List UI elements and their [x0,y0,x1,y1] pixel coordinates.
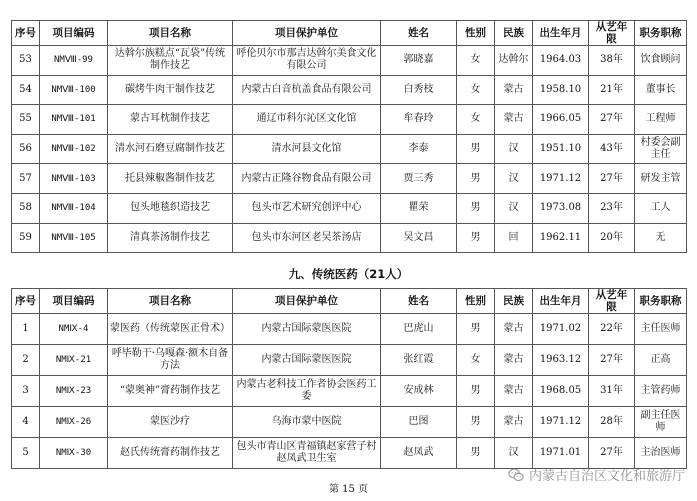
cell-years: 27年 [589,438,635,469]
watermark-text: 内蒙古自治区文化和旅游厅 [528,469,685,484]
cell-protection-unit: 内蒙古老科技工作者协会医药工委 [233,376,381,407]
header-name: 姓名 [381,21,457,46]
cell-title: 主管药师 [635,376,687,407]
header-index: 序号 [12,21,40,46]
header-gender: 性别 [457,21,495,46]
table-row [12,105,687,135]
cell-gender: 男 [457,407,495,438]
cell-protection-unit: 内蒙古国际蒙医医院 [233,345,381,376]
cell-protection-unit: 内蒙古正隆谷物食品有限公司 [233,164,381,194]
cell-name: 贾三秀 [381,164,457,194]
table-body-bottom [12,314,687,469]
cell-years: 31年 [589,376,635,407]
cell-name: 张红霞 [381,345,457,376]
cell-project-name: 蒙医沙疗 [108,407,233,438]
cell-ethnicity: 汉 [495,164,533,194]
cell-code: NMⅨ-4 [40,314,108,345]
cell-index: 58 [12,193,40,223]
table-row [12,376,687,407]
header-name: 姓名 [381,289,457,314]
cell-years: 27年 [589,105,635,135]
heritage-table-bottom [11,288,687,469]
header-birth: 出生年月 [533,21,589,46]
heritage-table-top [11,20,687,253]
cell-birth: 1968.05 [533,376,589,407]
cell-birth: 1951.10 [533,134,589,164]
cell-title: 工人 [635,193,687,223]
cell-project-name: 呼毕勒干·乌嘎森·额木自备方法 [108,345,233,376]
cell-code: NMⅧ-100 [40,75,108,105]
cell-code: NMⅧ-105 [40,223,108,253]
cell-years: 28年 [589,407,635,438]
cell-years: 23年 [589,193,635,223]
cell-project-name: 清水河石磨豆腐制作技艺 [108,134,233,164]
cell-project-name: 包头地毯织造技艺 [108,193,233,223]
cell-project-name: 蒙古耳枕制作技艺 [108,105,233,135]
table-row [12,75,687,105]
cell-code: NMⅧ-104 [40,193,108,223]
cell-name: 李泰 [381,134,457,164]
cell-project-name: 碳烤牛肉干制作技艺 [108,75,233,105]
cell-title: 无 [635,223,687,253]
cell-birth: 1971.02 [533,314,589,345]
cell-code: NMⅧ-101 [40,105,108,135]
cell-code: NMⅧ-103 [40,164,108,194]
table-row [12,407,687,438]
cell-index: 56 [12,134,40,164]
cell-index: 53 [12,46,40,76]
cell-title: 饮食顾问 [635,46,687,76]
cell-ethnicity: 蒙古 [495,345,533,376]
cell-ethnicity: 汉 [495,134,533,164]
cell-gender: 男 [457,164,495,194]
cell-index: 3 [12,376,40,407]
cell-birth: 1971.01 [533,438,589,469]
cell-code: NMⅧ-99 [40,46,108,76]
cell-years: 27年 [589,164,635,194]
cell-ethnicity: 蒙古 [495,75,533,105]
page-number: 第 15 页 [328,484,369,495]
cell-protection-unit: 内蒙古白音杭盖食品有限公司 [233,75,381,105]
cell-name: 白秀枝 [381,75,457,105]
cell-gender: 男 [457,314,495,345]
table-body-top [12,46,687,253]
cell-ethnicity: 蒙古 [495,376,533,407]
table-header-row [12,21,687,46]
header-protection-unit: 项目保护单位 [233,289,381,314]
cell-ethnicity: 汉 [495,193,533,223]
cell-code: NMⅨ-21 [40,345,108,376]
cell-gender: 男 [457,223,495,253]
cell-ethnicity: 蒙古 [495,407,533,438]
cell-title: 研发主管 [635,164,687,194]
cell-years: 21年 [589,75,635,105]
table-header-row [12,289,687,314]
cell-title: 主任医师 [635,314,687,345]
table-row [12,314,687,345]
cell-name: 安成林 [381,376,457,407]
cell-gender: 男 [457,193,495,223]
header-birth: 出生年月 [533,289,589,314]
cell-title: 副主任医师 [635,407,687,438]
cell-years: 22年 [589,314,635,345]
cell-ethnicity: 达斡尔 [495,46,533,76]
cell-protection-unit: 乌海市蒙中医院 [233,407,381,438]
cell-name: 巴虎山 [381,314,457,345]
cell-project-name: 托县辣椒酱制作技艺 [108,164,233,194]
cell-ethnicity: 回 [495,223,533,253]
cell-index: 4 [12,407,40,438]
cell-title: 工程师 [635,105,687,135]
cell-code: NMⅨ-23 [40,376,108,407]
cell-name: 巴图 [381,407,457,438]
cell-code: NMⅨ-26 [40,407,108,438]
cell-index: 5 [12,438,40,469]
cell-gender: 女 [457,345,495,376]
cell-ethnicity: 蒙古 [495,105,533,135]
cell-index: 1 [12,314,40,345]
cell-birth: 1962.11 [533,223,589,253]
cell-title: 主治医师 [635,438,687,469]
cell-code: NMⅨ-30 [40,438,108,469]
cell-gender: 男 [457,438,495,469]
cell-birth: 1964.03 [533,46,589,76]
cell-years: 43年 [589,134,635,164]
cell-title: 村委会副主任 [635,134,687,164]
header-ethnicity: 民族 [495,289,533,314]
cell-gender: 女 [457,46,495,76]
table-row [12,134,687,164]
cell-protection-unit: 包头市东河区老吴茶汤店 [233,223,381,253]
cell-protection-unit: 内蒙古国际蒙医医院 [233,314,381,345]
cell-gender: 女 [457,75,495,105]
header-years: 从艺年限 [589,289,635,314]
cell-code: NMⅧ-102 [40,134,108,164]
cell-ethnicity: 汉 [495,438,533,469]
cell-index: 2 [12,345,40,376]
cell-project-name: 达斡尔族糕点“瓦袋”传统制作技艺 [108,46,233,76]
cell-name: 吴文昌 [381,223,457,253]
cell-protection-unit: 呼伦贝尔市那吉达斡尔美食文化有限公司 [233,46,381,76]
cell-project-name: 蒙医药（传统蒙医正骨术） [108,314,233,345]
cell-title: 董事长 [635,75,687,105]
cell-index: 59 [12,223,40,253]
cell-birth: 1963.12 [533,345,589,376]
cell-title: 正高 [635,345,687,376]
header-project-name: 项目名称 [108,289,233,314]
cell-name: 郭晓嘉 [381,46,457,76]
table-row [12,193,687,223]
cell-name: 赵凤武 [381,438,457,469]
cell-gender: 男 [457,376,495,407]
cell-ethnicity: 蒙古 [495,314,533,345]
cell-gender: 男 [457,134,495,164]
table-row [12,164,687,194]
header-project-name: 项目名称 [108,21,233,46]
cell-project-name: 清真茶汤制作技艺 [108,223,233,253]
cell-birth: 1971.12 [533,407,589,438]
cell-name: 瞿荣 [381,193,457,223]
table-row [12,223,687,253]
cell-birth: 1971.12 [533,164,589,194]
cell-years: 20年 [589,223,635,253]
cell-years: 38年 [589,46,635,76]
cell-birth: 1966.05 [533,105,589,135]
table-row [12,438,687,469]
cell-years: 27年 [589,345,635,376]
cell-index: 55 [12,105,40,135]
cell-gender: 女 [457,105,495,135]
table-row [12,345,687,376]
header-title: 职务职称 [635,21,687,46]
cell-protection-unit: 包头市艺术研究创评中心 [233,193,381,223]
cell-protection-unit: 通辽市科尔沁区文化馆 [233,105,381,135]
cell-project-name: 赵氏传统膏药制作技艺 [108,438,233,469]
header-index: 序号 [12,289,40,314]
header-code: 项目编码 [40,21,108,46]
cell-birth: 1958.10 [533,75,589,105]
cell-index: 57 [12,164,40,194]
table-row [12,46,687,76]
cell-index: 54 [12,75,40,105]
section-title: 九、传统医药（21人） [288,267,409,281]
cell-project-name: “蒙奥神”膏药制作技艺 [108,376,233,407]
header-code: 项目编码 [40,289,108,314]
cell-protection-unit: 包头市青山区青福镇赵家营子村赵凤武卫生室 [233,438,381,469]
cell-name: 牟春玲 [381,105,457,135]
header-ethnicity: 民族 [495,21,533,46]
header-title: 职务职称 [635,289,687,314]
header-gender: 性别 [457,289,495,314]
cell-protection-unit: 清水河县文化馆 [233,134,381,164]
header-protection-unit: 项目保护单位 [233,21,381,46]
cell-birth: 1973.08 [533,193,589,223]
header-years: 从艺年限 [589,21,635,46]
